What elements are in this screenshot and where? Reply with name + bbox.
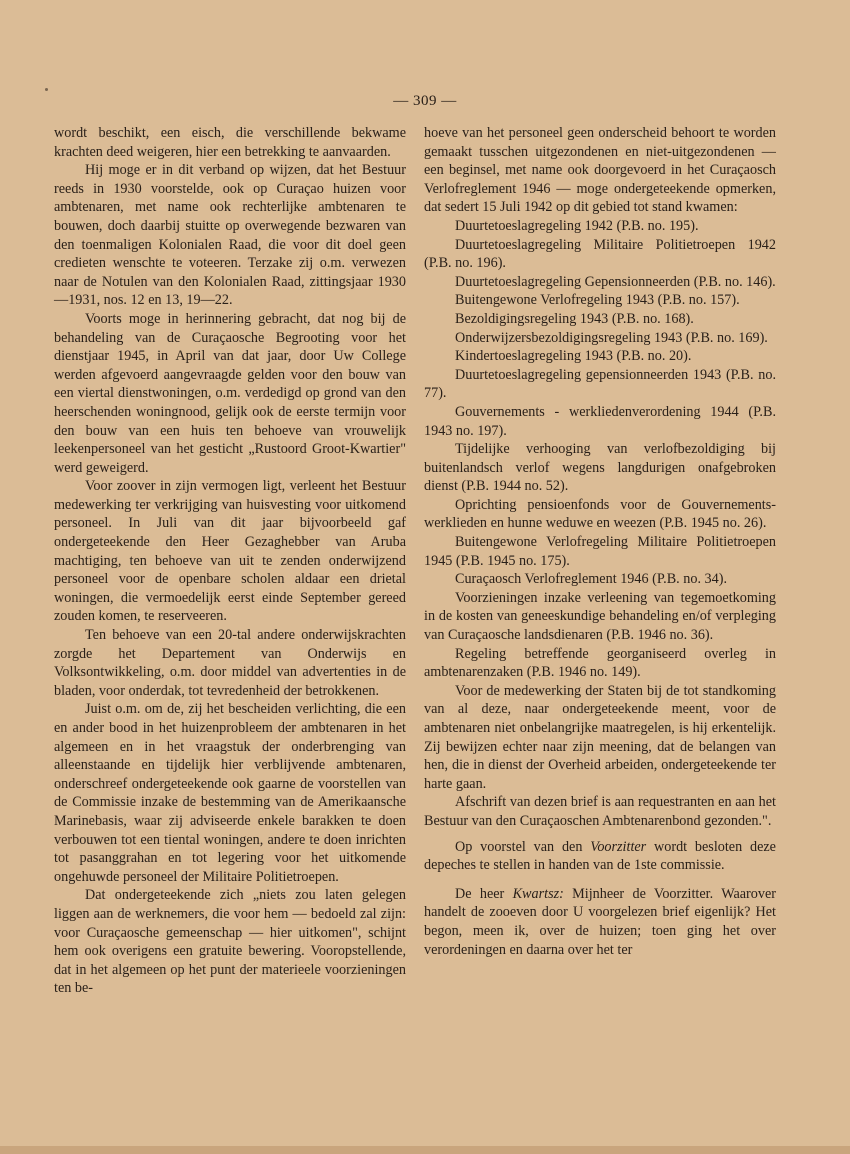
paragraph: Dat ondergeteekende zich „niets zou laten gelegen liggen aan de werknemers, die voor hem — bedoeld zal zijn: voor Curaçaosche gemeenschap — hier uitkomen", schijnt hem ook overigens een gratuite bewering. Vooropstellende, dat in het algemeen op het punt der materieele voorzieningen ten be- <box>54 887 406 997</box>
remark-paragraph <box>424 885 776 959</box>
paragraph: Voor de medewerking der Staten bij de tot standkoming van al deze, naar ondergeteekende meent, voor de ambtenaren niet onbelangrijke maatregelen, is hij erkentelijk. Zij bewijzen echter naar zijn meening, dat de belangen van hen, die in dienst der Overheid arbeiden, ondergeteekende ter harte gaan. <box>424 682 776 792</box>
regulation-item: Buitengewone Verlofregeling 1943 (P.B. no. 157). <box>455 292 740 309</box>
regulation-item: Curaçaosch Verlofreglement 1946 (P.B. no. 34). <box>455 571 727 588</box>
regulation-item: Duurtetoeslagregeling Militaire Politietroepen 1942 (P.B. no. 196). <box>424 236 776 272</box>
paragraph: Voorts moge in herinnering gebracht, dat nog bij de behandeling van de Curaçaosche Begrooting voor het dienstjaar 1945, in April van dat jaar, door Uw College werden afgevoerd aangevraagde gelden voor den bouw van een viertal dienstwoningen, o.m. verdedigd op grond van den heerschenden woningnood, gelijk ook de eerste termijn voor den bouw van een huis ten behoeve van vrouwelijk leekenpersoneel van het gesticht „Rustoord Groot-Kwartier" werd geweigerd. <box>54 310 406 476</box>
speaker-name: Voorzitter <box>590 838 647 855</box>
regulation-item: Duurtetoeslagregeling gepensionneerden 1943 (P.B. no. 77). <box>424 366 776 402</box>
regulation-item: Oprichting pensioenfonds voor de Gouvernements-werklieden en hunne weduwe en weezen (P.B. 1945 no. 26). <box>424 496 776 532</box>
regulation-item: Kindertoeslagregeling 1943 (P.B. no. 20). <box>455 348 692 365</box>
remark-text-after: Mijnheer de Voorzitter. Waarover handelt de zooeven door U voorgelezen brief eigenlijk? Het begon, meen ik, over de huizen; toen ging het over verordeningen en daarna over het ter <box>424 885 776 958</box>
regulation-item: Onderwijzersbezoldigingsregeling 1943 (P.B. no. 169). <box>455 329 768 346</box>
regulation-item: Duurtetoeslagregeling Gepensionneerden (P.B. no. 146). <box>455 273 776 290</box>
page-bottom-edge <box>0 1146 850 1154</box>
paragraph: Afschrift van dezen brief is aan requestranten en aan het Bestuur van den Curaçaoschen Ambtenarenbond gezonden.". <box>424 794 776 829</box>
regulation-item: Duurtetoeslagregeling 1942 (P.B. no. 195). <box>455 217 699 234</box>
regulation-item: Gouvernements - werkliedenverordening 1944 (P.B. 1943 no. 197). <box>424 403 776 439</box>
regulation-item: Voorzieningen inzake verleening van tegemoetkoming in de kosten van geneeskundige behandeling en/of verpleging van Curaçaosche landsdienaren (P.B. 1946 no. 36). <box>424 589 776 644</box>
right-column <box>424 124 776 959</box>
motion-paragraph <box>424 838 776 875</box>
motion-text-before: Op voorstel van den <box>455 838 591 855</box>
paragraph: Voor zoover in zijn vermogen ligt, verleent het Bestuur medewerking ter verkrijging van huisvesting voor uitkomend personeel. In Juli van dit jaar bijvoorbeeld gaf ondergeteekende den Heer Gezaghebber van Aruba machtiging, ten behoeve van uit te zenden onderwijzend personeel voor de openbare scholen aldaar een drietal woningen, die vermoedelijk eerst einde September gereed zouden komen, te reserveeren. <box>54 478 406 625</box>
paper-speck <box>45 88 48 91</box>
speaker-name: Kwartsz: <box>512 885 564 902</box>
remark-text-before: De heer <box>455 885 513 902</box>
motion-text-after: wordt besloten deze depeches te stellen in handen van de 1ste commissie. <box>424 838 776 874</box>
paragraph: hoeve van het personeel geen onderscheid behoort te worden gemaakt tusschen uitgezondenen en niet-uitgezondenen — een beginsel, met name ook doorgevoerd in het Curaçaosch Verlofreglement 1946 — moge ondergeteekende opmerken, dat sedert 15 Juli 1942 op dit gebied tot stand kwamen: <box>424 125 776 216</box>
regulation-item: Bezoldigingsregeling 1943 (P.B. no. 168). <box>455 310 694 327</box>
paragraph: wordt beschikt, een eisch, die verschillende bekwame krachten deed weigeren, hier een betrekking te aanvaarden. <box>54 125 406 160</box>
left-column <box>54 124 406 998</box>
paragraph: Juist o.m. om de, zij het bescheiden verlichting, die een en ander bood in het huizenprobleem der ambtenaren in het algemeen en in het vraagstuk der onderbrenging van alleenstaande en tijdelijk hier verblijvende ambtenaren, onderschreef ondergeteekende ook gaarne de voorstellen van de Commissie inzake de bestemming van de Amerikaansche Marinebasis, waar zij adviseerde enkele barakken te doen verbouwen tot een tiental woningen, andere te doen inrichten tot pasanggrahan en tot legering voor het uitkomende ongehuwde personeel der Militaire Politietroepen. <box>54 701 406 885</box>
regulation-item: Regeling betreffende georganiseerd overleg in ambtenarenzaken (P.B. 1946 no. 149). <box>424 645 776 681</box>
page-number: — 309 — <box>393 93 457 109</box>
paragraph: Ten behoeve van een 20-tal andere onderwijskrachten zorgde het Departement van Onderwijs en Volksontwikkeling, o.m. door middel van advertenties in de bladen, voor onderdak, tot tevredenheid der betrokkenen. <box>54 627 406 699</box>
paragraph: Hij moge er in dit verband op wijzen, dat het Bestuur reeds in 1930 voorstelde, ook op Curaçao huizen voor ambtenaren, met name ook rechterlijke ambtenaren te bouwen, doch daarbij stuitte op overwegende bezwaren van den toenmaligen Kolonialen Raad, die voor dit doel geen credieten wenschte te voteeren. Terzake zij o.m. verwezen naar de Notulen van den Kolonialen Raad, zittingsjaar 1930—1931, nos. 12 en 13, 19—22. <box>54 162 406 309</box>
regulation-item: Tijdelijke verhooging van verlofbezoldiging bij buitenlandsch verlof wegens langdurigen onafgebroken dienst (P.B. 1944 no. 52). <box>424 441 776 495</box>
regulation-item: Buitengewone Verlofregeling Militaire Politietroepen 1945 (P.B. 1945 no. 175). <box>424 534 776 569</box>
